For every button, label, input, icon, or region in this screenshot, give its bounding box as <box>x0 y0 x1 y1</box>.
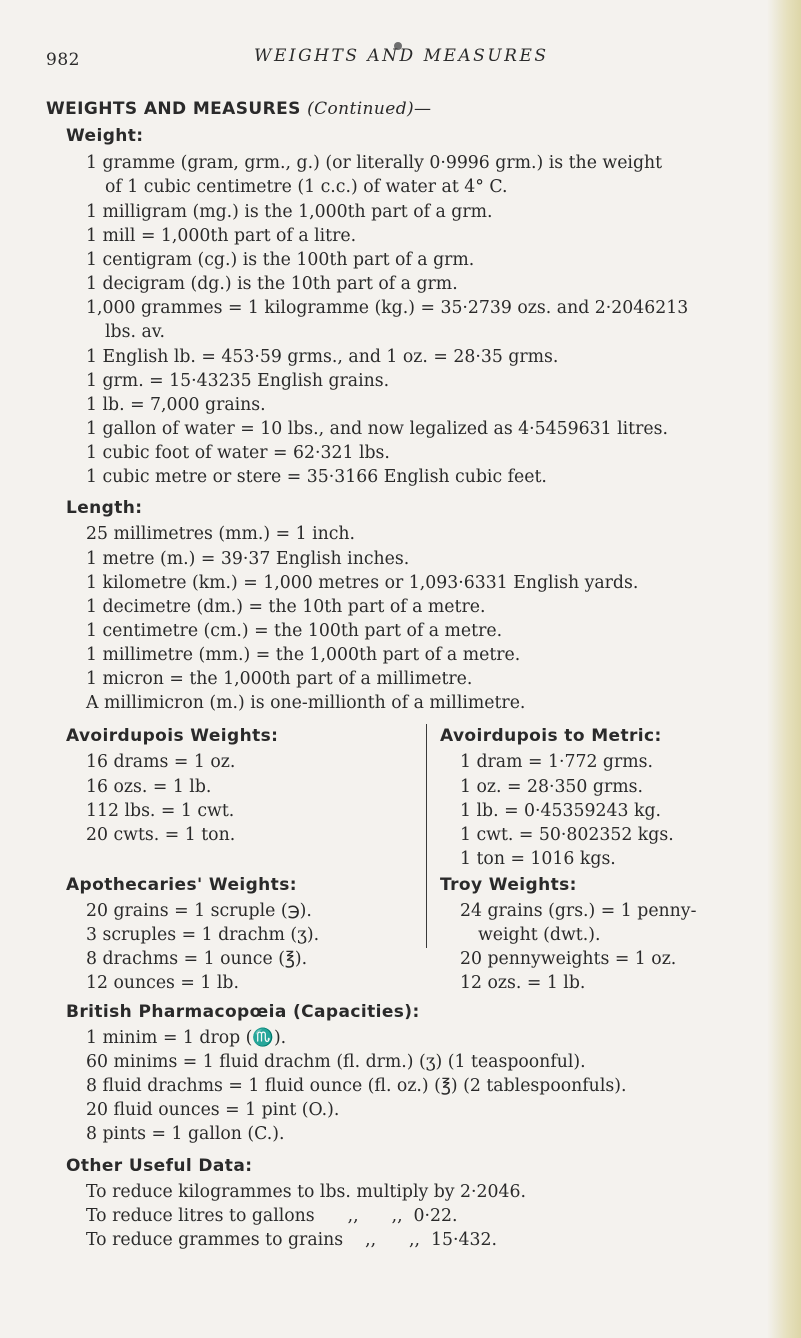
avoirdupois-heading: Avoirdupois Weights: <box>66 726 279 746</box>
running-head: WEIGHTS AND MEASURES <box>254 46 549 66</box>
apothecaries-line: 8 drachms = 1 ounce (℥). <box>86 949 308 969</box>
pharmacopoeia-line: 1 minim = 1 drop (♏). <box>86 1028 287 1048</box>
weight-line: 1 cubic foot of water = 62·321 lbs. <box>86 443 390 463</box>
avoirdupois-metric-line: 1 oz. = 28·350 grms. <box>460 777 643 797</box>
section-title <box>46 97 431 121</box>
page-number: 982 <box>46 50 80 70</box>
length-line: 1 millimetre (mm.) = the 1,000th part of a metre. <box>86 645 521 665</box>
weight-line: 1 English lb. = 453·59 grms., and 1 oz. = 28·35 grms. <box>86 347 559 367</box>
length-line: 1 decimetre (dm.) = the 10th part of a metre. <box>86 597 486 617</box>
pharmacopoeia-line: 20 fluid ounces = 1 pint (O.). <box>86 1100 340 1120</box>
avoirdupois-line: 20 cwts. = 1 ton. <box>86 825 236 845</box>
page-edge-shading <box>767 0 801 1338</box>
section-title-continued: (Continued)— <box>307 99 432 119</box>
troy-line: 24 grains (grs.) = 1 penny- <box>460 901 697 921</box>
avoirdupois-line: 112 lbs. = 1 cwt. <box>86 801 235 821</box>
weight-line: 1 gramme (gram, grm., g.) (or literally 0·9996 grm.) is the weight <box>86 153 663 173</box>
avoirdupois-metric-line: 1 ton = 1016 kgs. <box>460 849 616 869</box>
pharmacopoeia-heading: British Pharmacopœia (Capacities): <box>66 1002 420 1022</box>
length-heading: Length: <box>66 498 143 518</box>
useful-line: To reduce litres to gallons ,, ,, 0·22. <box>86 1206 458 1226</box>
avoirdupois-line: 16 ozs. = 1 lb. <box>86 777 212 797</box>
apothecaries-heading: Apothecaries' Weights: <box>66 875 297 895</box>
avoirdupois-metric-line: 1 lb. = 0·45359243 kg. <box>460 801 662 821</box>
useful-line: To reduce grammes to grains ,, ,, 15·432. <box>86 1230 497 1250</box>
avoirdupois-line: 16 drams = 1 oz. <box>86 752 236 772</box>
avoirdupois-metric-line: 1 dram = 1·772 grms. <box>460 752 654 772</box>
weight-line: 1 lb. = 7,000 grains. <box>86 395 266 415</box>
pharmacopoeia-line: 60 minims = 1 fluid drachm (fl. drm.) (ʒ) (1 teaspoonful). <box>86 1052 586 1072</box>
apothecaries-line: 12 ounces = 1 lb. <box>86 973 239 993</box>
weight-line: 1 gallon of water = 10 lbs., and now legalized as 4·5459631 litres. <box>86 419 668 439</box>
weight-heading: Weight: <box>66 126 144 146</box>
troy-heading: Troy Weights: <box>440 875 577 895</box>
troy-line: weight (dwt.). <box>478 925 601 945</box>
weight-line: of 1 cubic centimetre (1 c.c.) of water at 4° C. <box>105 177 508 197</box>
length-line: 1 metre (m.) = 39·37 English inches. <box>86 549 410 569</box>
troy-line: 20 pennyweights = 1 oz. <box>460 949 677 969</box>
length-line: 1 centimetre (cm.) = the 100th part of a metre. <box>86 621 503 641</box>
useful-line: To reduce kilogrammes to lbs. multiply by 2·2046. <box>86 1182 527 1202</box>
pharmacopoeia-line: 8 fluid drachms = 1 fluid ounce (fl. oz.) (℥) (2 tablespoonfuls). <box>86 1076 627 1096</box>
length-line: 25 millimetres (mm.) = 1 inch. <box>86 524 356 544</box>
weight-line: 1,000 grammes = 1 kilogramme (kg.) = 35·2739 ozs. and 2·2046213 <box>86 298 689 318</box>
column-divider <box>426 724 427 948</box>
pharmacopoeia-line: 8 pints = 1 gallon (C.). <box>86 1124 285 1144</box>
length-line: A millimicron (m.) is one-millionth of a millimetre. <box>86 693 526 713</box>
length-line: 1 micron = the 1,000th part of a millimetre. <box>86 669 473 689</box>
weight-line: 1 cubic metre or stere = 35·3166 English cubic feet. <box>86 467 547 487</box>
avoirdupois-metric-heading: Avoirdupois to Metric: <box>440 726 662 746</box>
weight-line: 1 grm. = 15·43235 English grains. <box>86 371 390 391</box>
apothecaries-line: 3 scruples = 1 drachm (ʒ). <box>86 925 320 945</box>
weight-line: 1 milligram (mg.) is the 1,000th part of a grm. <box>86 202 493 222</box>
apothecaries-line: 20 grains = 1 scruple (℈). <box>86 901 312 921</box>
weight-line: 1 centigram (cg.) is the 100th part of a grm. <box>86 250 475 270</box>
length-line: 1 kilometre (km.) = 1,000 metres or 1,093·6331 English yards. <box>86 573 639 593</box>
section-title-main: WEIGHTS AND MEASURES <box>46 99 301 119</box>
weight-line: lbs. av. <box>105 322 165 342</box>
weight-line: 1 decigram (dg.) is the 10th part of a grm. <box>86 274 458 294</box>
avoirdupois-metric-line: 1 cwt. = 50·802352 kgs. <box>460 825 674 845</box>
troy-line: 12 ozs. = 1 lb. <box>460 973 586 993</box>
weight-line: 1 mill = 1,000th part of a litre. <box>86 226 357 246</box>
useful-heading: Other Useful Data: <box>66 1156 253 1176</box>
